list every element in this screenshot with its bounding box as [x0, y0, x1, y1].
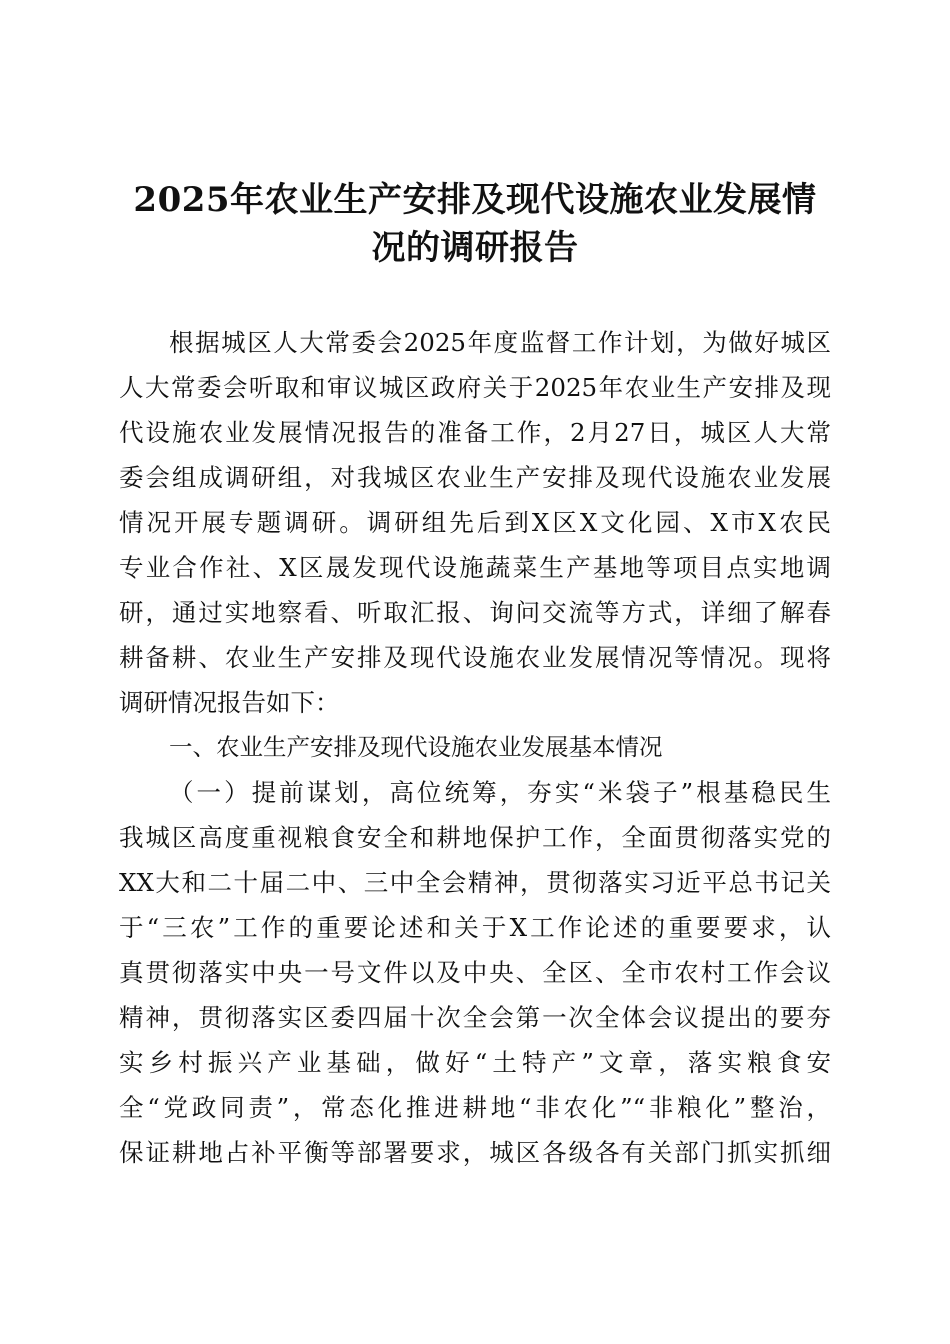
section-heading: 一、农业生产安排及现代设施农业发展基本情况	[169, 733, 663, 761]
document-title	[100, 176, 850, 272]
text-line: 委会组成调研组，对我城区农业生产安排及现代设施农业发展	[119, 463, 831, 492]
text-line: 精神，贯彻落实区委四届十次全会第一次全体会议提出的要夯	[119, 1003, 831, 1032]
text-line: 全“党政同责”，常态化推进耕地“非农化”“非粮化”整治，	[119, 1093, 831, 1122]
text-line: 真贯彻落实中央一号文件以及中央、全区、全市农村工作会议	[119, 958, 831, 987]
text-line: 实乡村振兴产业基础，做好“土特产”文章，落实粮食安	[119, 1048, 831, 1077]
text-line: 代设施农业发展情况报告的准备工作，2月27日，城区人大常	[119, 418, 831, 447]
text-line: 于“三农”工作的重要论述和关于X工作论述的重要要求，认	[119, 913, 831, 942]
paragraph-2	[119, 815, 831, 1175]
text-line: 我城区高度重视粮食安全和耕地保护工作，全面贯彻落实党的	[119, 823, 831, 852]
subsection-heading: （一）提前谋划，高位统筹，夯实“米袋子”根基稳民生	[169, 778, 831, 807]
text-line: 情况开展专题调研。调研组先后到X区X文化园、X市X农民	[119, 508, 831, 537]
text-line: 耕备耕、农业生产安排及现代设施农业发展情况等情况。现将	[119, 643, 831, 672]
text-line: 研，通过实地察看、听取汇报、询问交流等方式，详细了解春	[119, 598, 831, 627]
text-line: 根据城区人大常委会2025年度监督工作计划，为做好城区	[169, 328, 831, 357]
title-line-1: 2025年农业生产安排及现代设施农业发展情	[133, 180, 817, 220]
text-line: 专业合作社、X区晟发现代设施蔬菜生产基地等项目点实地调	[119, 553, 831, 582]
text-line: 人大常委会听取和审议城区政府关于2025年农业生产安排及现	[119, 373, 831, 402]
document-body	[119, 320, 831, 1175]
text-line: 保证耕地占补平衡等部署要求，城区各级各有关部门抓实抓细	[119, 1138, 831, 1167]
paragraph-1	[119, 320, 831, 725]
text-line: 调研情况报告如下：	[119, 688, 340, 717]
text-line: XX大和二十届二中、三中全会精神，贯彻落实习近平总书记关	[119, 868, 831, 897]
title-line-2: 况的调研报告	[371, 228, 579, 268]
